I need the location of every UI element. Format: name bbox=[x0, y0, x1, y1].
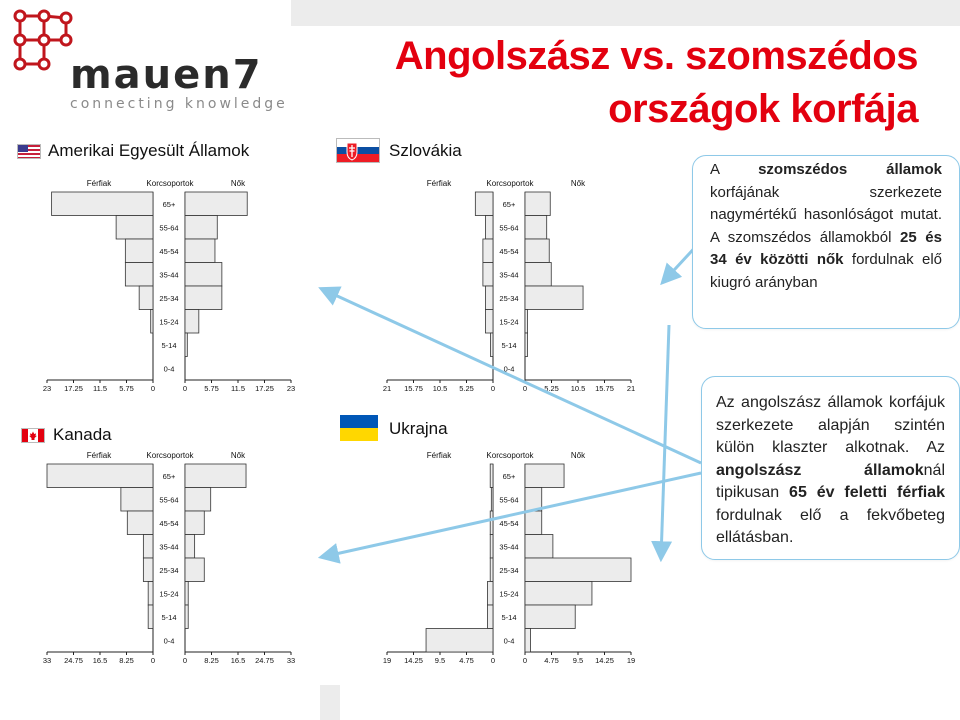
age-group-label: 0-4 bbox=[503, 636, 515, 646]
callout-segment: fordulnak elő kiugró arányban bbox=[710, 251, 942, 291]
callout-segment: fordulnak elő a fekvőbeteg ellátásban. bbox=[716, 506, 945, 546]
age-group-label: 65+ bbox=[502, 199, 516, 209]
tick-label-right: 19 bbox=[626, 656, 636, 665]
tick-label-left: 0 bbox=[150, 656, 156, 665]
logo-wordmark: mauen7 bbox=[70, 52, 263, 98]
age-group-label: 15-24 bbox=[499, 317, 519, 327]
country-label-ukraine: Ukrajna bbox=[389, 419, 448, 438]
tick-label-right: 16.5 bbox=[230, 656, 246, 665]
callout-neighbours bbox=[692, 155, 960, 329]
tick-label-right: 0 bbox=[522, 656, 528, 665]
chart-header-age: Korcsoportok bbox=[146, 179, 194, 188]
age-group-label: 5-14 bbox=[501, 340, 517, 350]
tick-label-left: 14.25 bbox=[404, 656, 423, 665]
tick-label-left: 5.75 bbox=[119, 384, 134, 393]
callout-segment: 65 év feletti férfiak bbox=[789, 484, 946, 501]
tick-label-left: 15.75 bbox=[404, 384, 423, 393]
age-group-label: 55-64 bbox=[159, 223, 179, 233]
callout-segment: 25 és 34 év közötti nők bbox=[710, 228, 942, 268]
age-group-label: 0-4 bbox=[163, 636, 175, 646]
age-group-label: 25-34 bbox=[159, 293, 179, 303]
age-group-label: 0-4 bbox=[503, 364, 515, 374]
tick-label-right: 0 bbox=[182, 384, 188, 393]
callout-segment: szomszédos államok bbox=[758, 161, 942, 178]
callout-segment: korfájának szerkezete nagymértékű hasonlóságot mutat. A szomszédos államokból bbox=[710, 183, 942, 246]
callout-neighbours-text bbox=[693, 156, 959, 294]
age-group-label: 15-24 bbox=[159, 589, 179, 599]
tick-label-right: 10.5 bbox=[570, 384, 586, 393]
arrow-to-ukraine bbox=[661, 325, 669, 558]
tick-label-left: 17.25 bbox=[64, 384, 83, 393]
chart-header-women: Nők bbox=[230, 451, 246, 460]
age-group-label: 35-44 bbox=[159, 270, 179, 280]
tick-label-left: 5.25 bbox=[459, 384, 474, 393]
age-group-label: 55-64 bbox=[499, 223, 519, 233]
chart-header-age: Korcsoportok bbox=[146, 451, 194, 460]
tick-label-right: 11.5 bbox=[230, 384, 246, 393]
age-group-label: 5-14 bbox=[161, 340, 177, 350]
tick-label-left: 33 bbox=[42, 656, 52, 665]
age-group-label: 35-44 bbox=[499, 542, 519, 552]
chart-header-women: Nők bbox=[570, 451, 586, 460]
country-label-slovakia: Szlovákia bbox=[389, 141, 462, 160]
tick-label-right: 0 bbox=[182, 656, 188, 665]
title-line-2: országok korfája bbox=[608, 87, 918, 131]
tick-label-left: 11.5 bbox=[92, 384, 108, 393]
tick-label-right: 17.25 bbox=[255, 384, 274, 393]
age-group-label: 65+ bbox=[502, 471, 516, 481]
chart-header-men: Férfiak bbox=[426, 179, 452, 188]
age-group-label: 5-14 bbox=[161, 612, 177, 622]
age-group-label: 35-44 bbox=[499, 270, 519, 280]
tick-label-right: 24.75 bbox=[255, 656, 274, 665]
age-group-label: 45-54 bbox=[499, 246, 519, 256]
tick-label-right: 14.25 bbox=[595, 656, 614, 665]
footer-marker bbox=[320, 685, 340, 720]
tick-label-right: 21 bbox=[626, 384, 636, 393]
chart-header-women: Nők bbox=[230, 179, 246, 188]
age-group-label: 55-64 bbox=[499, 495, 519, 505]
tick-label-left: 9.5 bbox=[434, 656, 446, 665]
tick-label-right: 33 bbox=[286, 656, 296, 665]
callout-anglo-saxon-text bbox=[702, 377, 959, 550]
chart-header-men: Férfiak bbox=[86, 451, 112, 460]
age-group-label: 0-4 bbox=[163, 364, 175, 374]
tick-label-left: 21 bbox=[382, 384, 392, 393]
age-group-label: 15-24 bbox=[499, 589, 519, 599]
tick-label-right: 9.5 bbox=[572, 656, 584, 665]
tick-label-left: 8.25 bbox=[119, 656, 134, 665]
tick-label-right: 8.25 bbox=[204, 656, 219, 665]
callout-segment: angolszász államok bbox=[716, 461, 924, 479]
tick-label-right: 0 bbox=[522, 384, 528, 393]
title-line-1: Angolszász vs. szomszédos bbox=[394, 34, 918, 78]
callout-segment: A bbox=[710, 161, 759, 178]
age-group-label: 15-24 bbox=[159, 317, 179, 327]
tick-label-left: 19 bbox=[382, 656, 392, 665]
tick-label-left: 23 bbox=[42, 384, 52, 393]
chart-header-age: Korcsoportok bbox=[486, 451, 534, 460]
age-group-label: 5-14 bbox=[501, 612, 517, 622]
age-group-label: 45-54 bbox=[499, 518, 519, 528]
age-group-label: 65+ bbox=[162, 199, 176, 209]
arrow-to-canada bbox=[322, 473, 701, 557]
callout-segment: Az angolszász államok korfájuk szerkezete alapján szintén külön klaszter alkotnak. Az bbox=[716, 394, 945, 456]
age-group-label: 65+ bbox=[162, 471, 176, 481]
tick-label-left: 0 bbox=[490, 656, 496, 665]
age-group-label: 55-64 bbox=[159, 495, 179, 505]
tick-label-right: 5.25 bbox=[544, 384, 559, 393]
chart-header-men: Férfiak bbox=[426, 451, 452, 460]
age-group-label: 45-54 bbox=[159, 518, 179, 528]
tick-label-left: 0 bbox=[490, 384, 496, 393]
tick-label-left: 24.75 bbox=[64, 656, 83, 665]
age-group-label: 45-54 bbox=[159, 246, 179, 256]
tick-label-right: 5.75 bbox=[204, 384, 219, 393]
tick-label-right: 4.75 bbox=[544, 656, 559, 665]
tick-label-left: 0 bbox=[150, 384, 156, 393]
tick-label-right: 23 bbox=[286, 384, 296, 393]
country-label-usa: Amerikai Egyesült Államok bbox=[48, 141, 250, 160]
logo-tagline: connecting knowledge bbox=[70, 96, 288, 112]
chart-header-women: Nők bbox=[570, 179, 586, 188]
country-label-canada: Kanada bbox=[53, 425, 112, 444]
age-group-label: 25-34 bbox=[159, 565, 179, 575]
age-group-label: 35-44 bbox=[159, 542, 179, 552]
tick-label-left: 4.75 bbox=[459, 656, 474, 665]
tick-label-right: 15.75 bbox=[595, 384, 614, 393]
tick-label-left: 16.5 bbox=[92, 656, 108, 665]
callout-anglo-saxon bbox=[701, 376, 960, 560]
callout-segment: nál tipikusan bbox=[716, 461, 945, 501]
age-group-label: 25-34 bbox=[499, 293, 519, 303]
age-group-label: 25-34 bbox=[499, 565, 519, 575]
chart-header-age: Korcsoportok bbox=[486, 179, 534, 188]
arrow-to-usa bbox=[322, 289, 701, 463]
tick-label-left: 10.5 bbox=[432, 384, 448, 393]
chart-header-men: Férfiak bbox=[86, 179, 112, 188]
